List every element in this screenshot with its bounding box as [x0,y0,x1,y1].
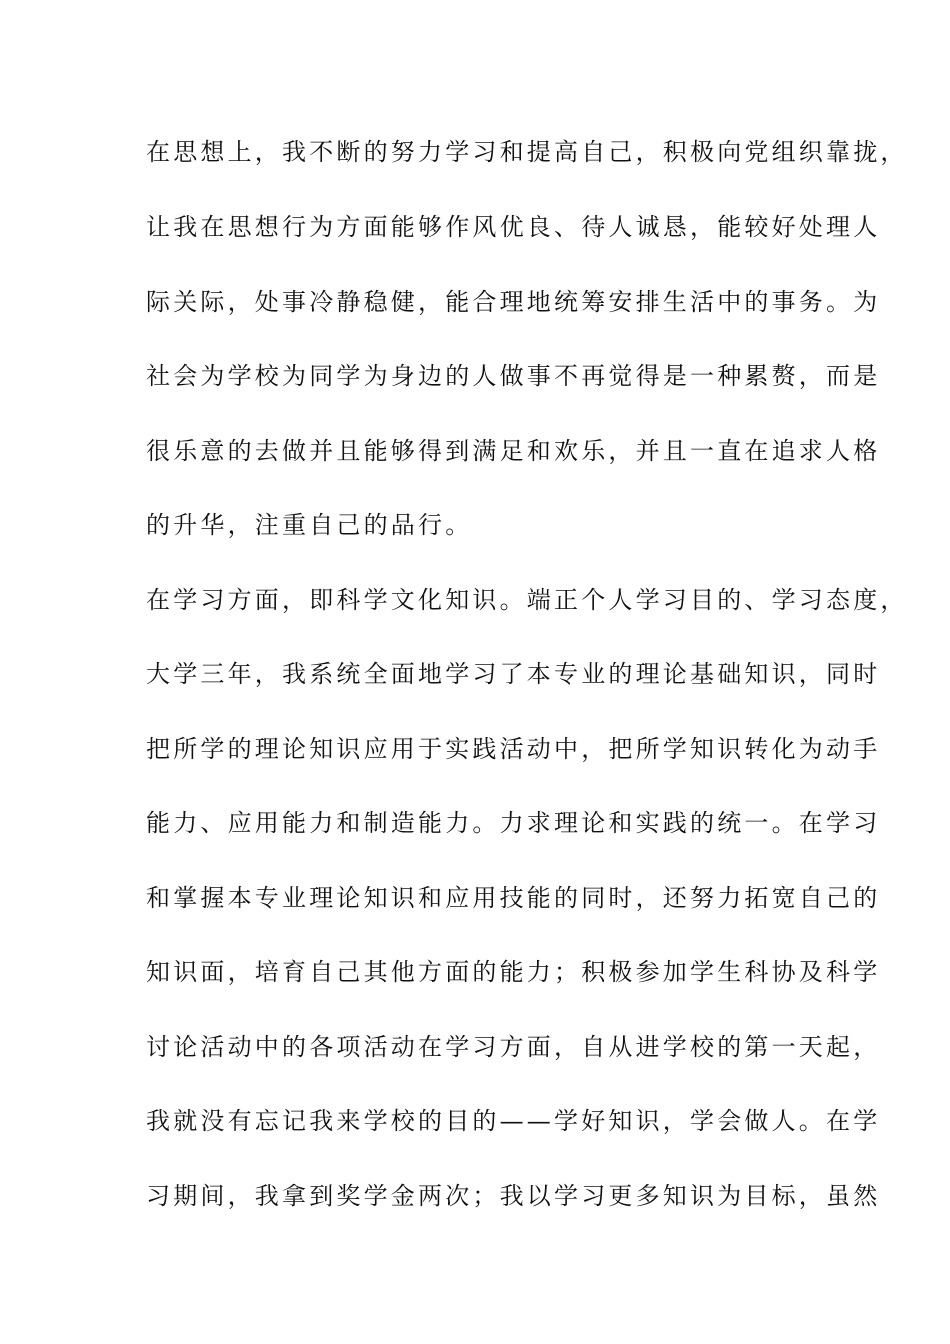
text-line: 把所学的理论知识应用于实践活动中，把所学知识转化为动手 [146,735,881,763]
text-line: 和掌握本专业理论知识和应用技能的同时，还努力拓宽自己的 [146,884,881,912]
text-line: 很乐意的去做并且能够得到满足和欢乐，并且一直在追求人格 [146,437,881,465]
text-line: 在学习方面，即科学文化知识。端正个人学习目的、学习态度， [146,586,908,614]
text-line: 在思想上，我不断的努力学习和提高自己，积极向党组织靠拢， [146,138,908,166]
text-line: 知识面，培育自己其他方面的能力；积极参加学生科协及科学 [146,958,881,986]
text-line: 习期间，我拿到奖学金两次；我以学习更多知识为目标，虽然 [146,1182,881,1210]
text-line: 让我在思想行为方面能够作风优良、待人诚恳，能较好处理人 [146,213,881,241]
text-line: 社会为学校为同学为身边的人做事不再觉得是一种累赘，而是 [146,362,881,390]
text-line: 际关际，处事冷静稳健，能合理地统筹安排生活中的事务。为 [146,288,881,316]
text-line: 的升华，注重自己的品行。 [146,511,473,539]
text-line: 能力、应用能力和制造能力。力求理论和实践的统一。在学习 [146,809,881,837]
text-line: 大学三年，我系统全面地学习了本专业的理论基础知识，同时 [146,660,881,688]
text-line: 我就没有忘记我来学校的目的——学好知识，学会做人。在学 [146,1107,881,1135]
text-line: 讨论活动中的各项活动在学习方面，自从进学校的第一天起， [146,1033,881,1061]
